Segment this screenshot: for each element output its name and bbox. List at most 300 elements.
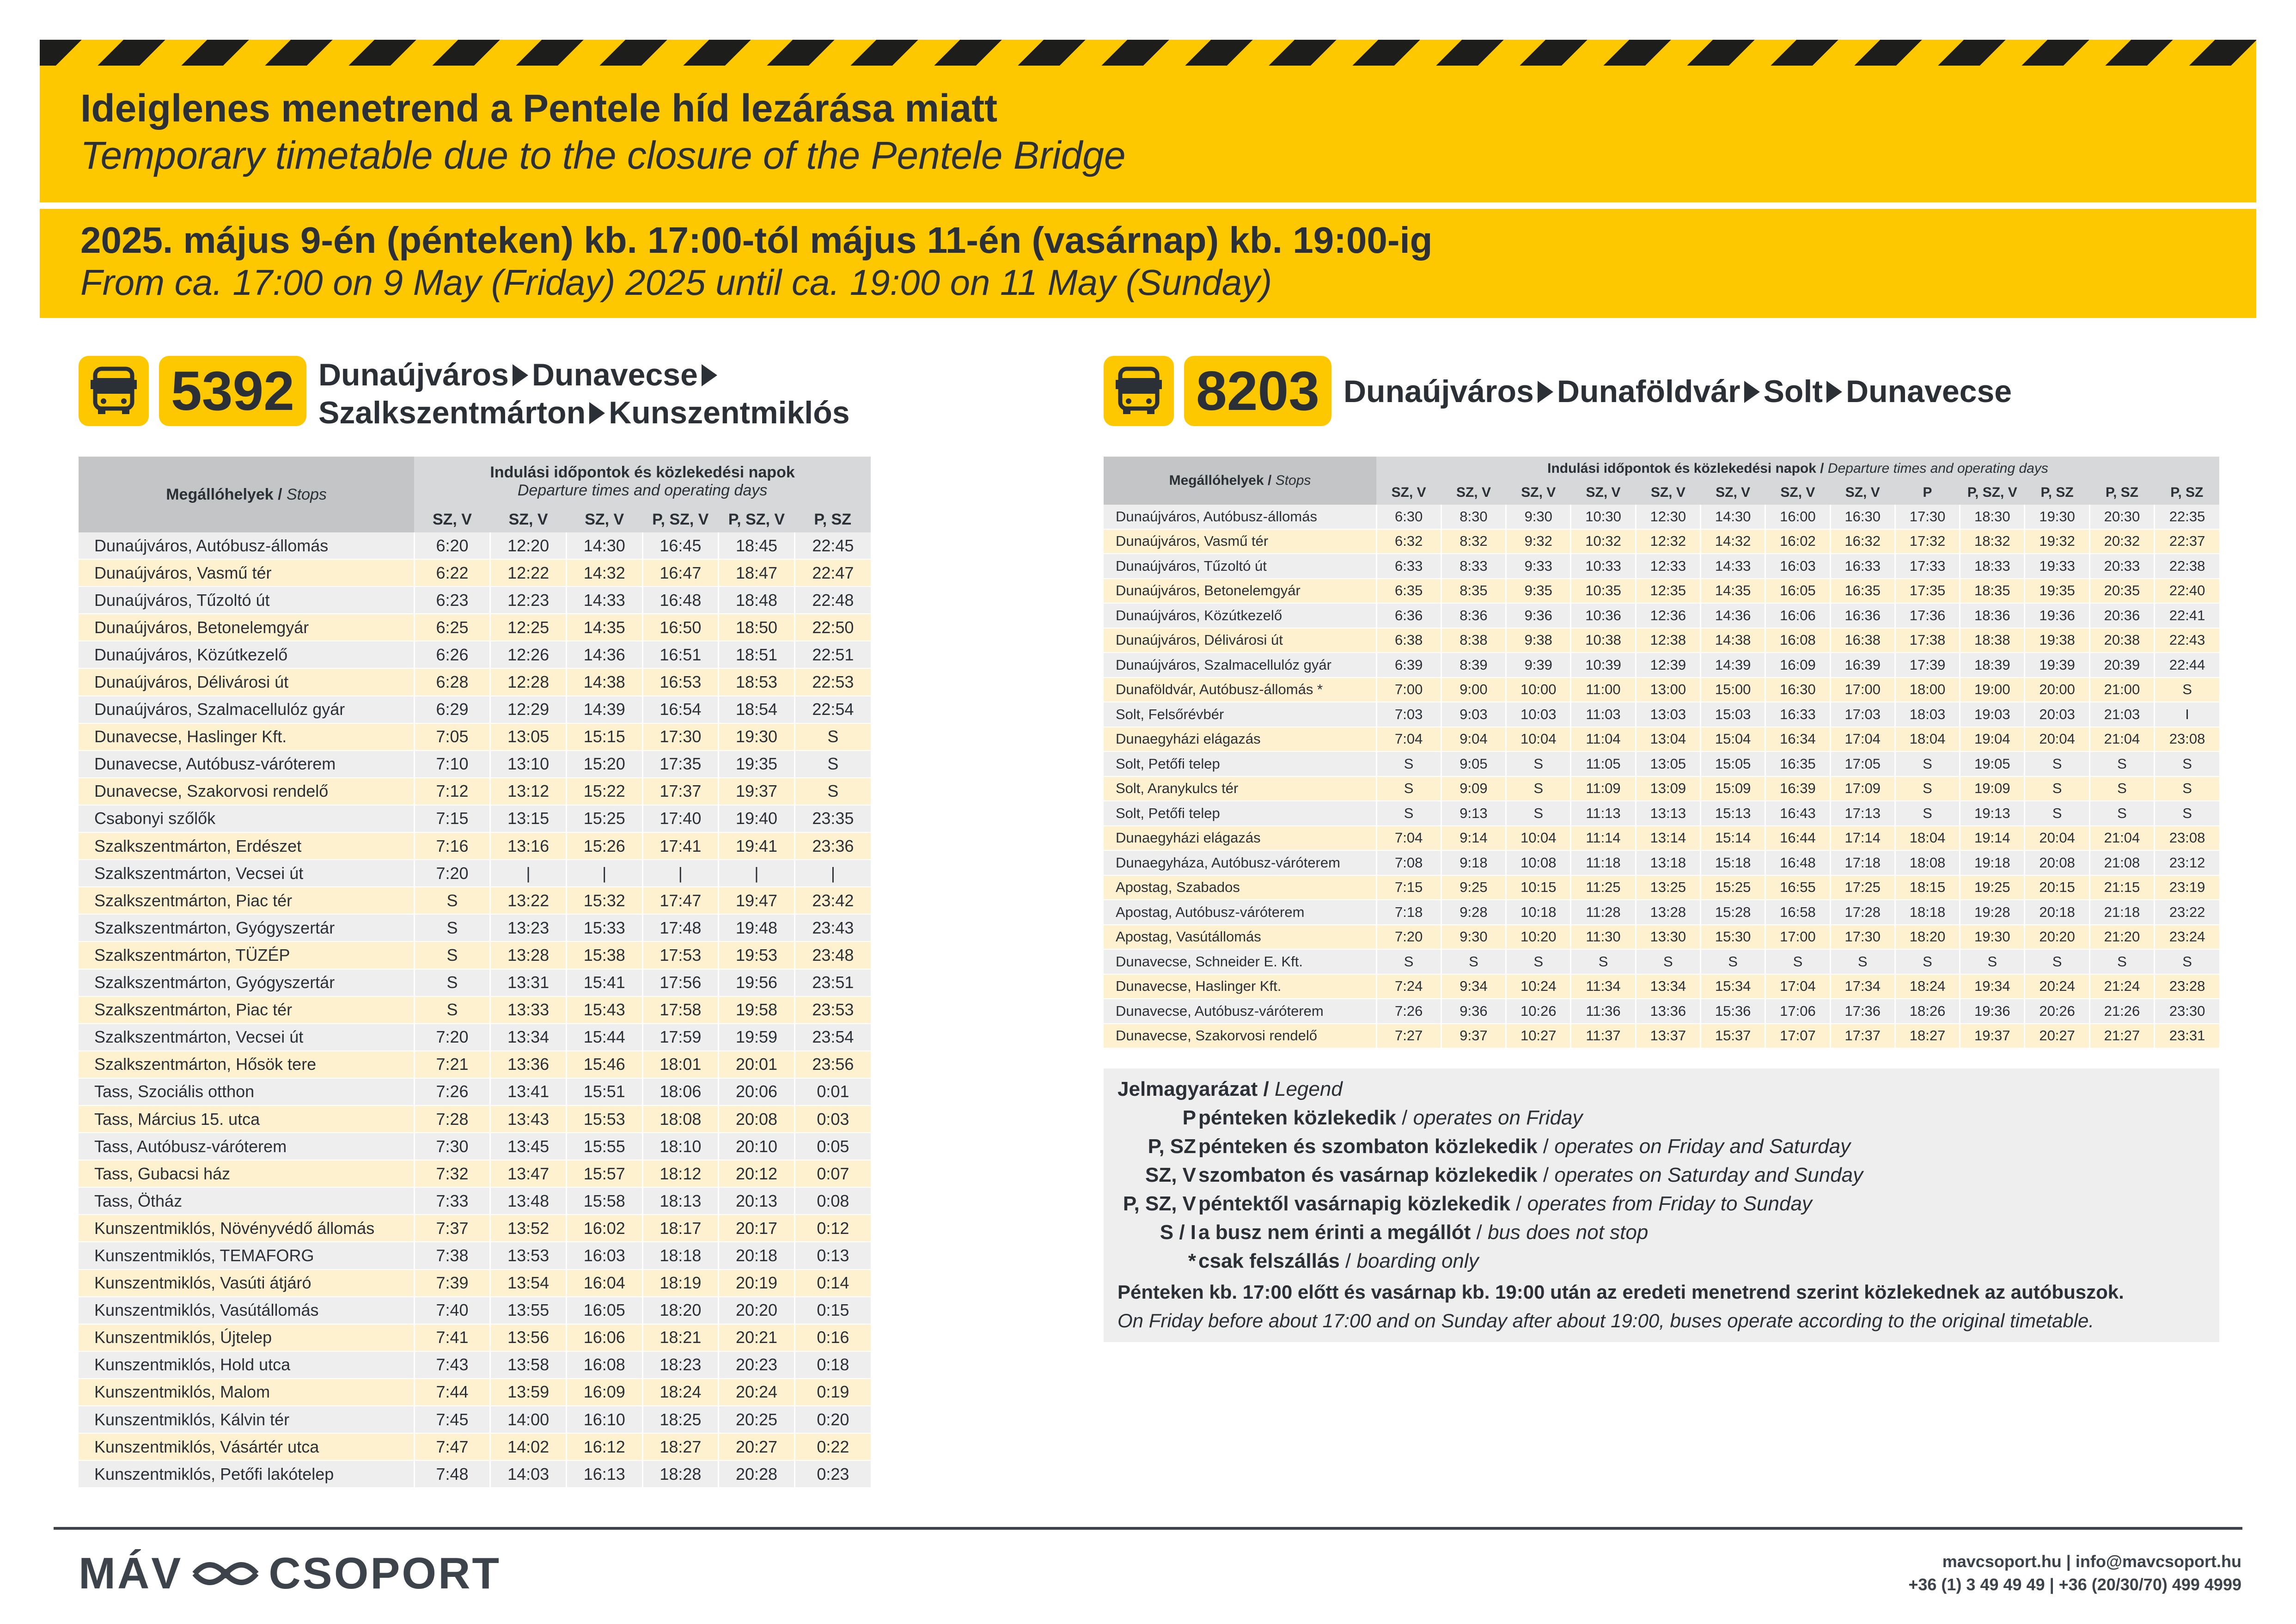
departure-time: 18:19 (642, 1270, 719, 1297)
departure-time: 10:15 (1506, 875, 1571, 900)
departure-time: 19:37 (719, 778, 795, 805)
stop-name: Szalkszentmárton, Gyógyszertár (79, 914, 414, 941)
departure-time: 9:18 (1441, 850, 1506, 875)
departure-time: 20:19 (719, 1270, 795, 1297)
departure-time: 18:18 (642, 1242, 719, 1269)
table-row (1104, 900, 2219, 925)
operating-days-header: SZ, V (1700, 481, 1765, 505)
departure-time: 18:12 (642, 1160, 719, 1187)
stop-name: Szalkszentmárton, TÜZÉP (79, 941, 414, 969)
operating-days-header: SZ, V (1636, 481, 1700, 505)
table-row (1104, 554, 2219, 579)
operating-days-header: P, SZ, V (642, 507, 719, 532)
departure-time: 18:21 (642, 1324, 719, 1351)
departure-time: 7:18 (1376, 900, 1441, 925)
departure-time: 20:25 (719, 1406, 795, 1433)
departure-time: 20:36 (2089, 603, 2154, 628)
table-row (79, 1379, 871, 1406)
stop-name: Dunaegyházi elágazás (1104, 727, 1376, 752)
stop-name: Dunavecse, Haslinger Kft. (1104, 974, 1376, 999)
stop-name: Dunaegyháza, Autóbusz-váróterem (1104, 850, 1376, 875)
table-row (79, 1133, 871, 1160)
departure-time: 18:04 (1895, 826, 1960, 851)
departure-time: 10:35 (1571, 579, 1636, 604)
operating-days-header: SZ, V (1506, 481, 1571, 505)
departure-time: 9:30 (1441, 925, 1506, 950)
operating-days-header: SZ, V (1441, 481, 1506, 505)
departure-time: 20:04 (2025, 826, 2089, 851)
departure-time: 19:13 (1960, 801, 2025, 826)
departure-time: 13:03 (1636, 702, 1700, 727)
departure-time: 11:09 (1571, 776, 1636, 801)
departure-time: 14:38 (566, 668, 642, 696)
departure-time: 22:44 (2155, 653, 2219, 678)
table-row (79, 914, 871, 941)
departure-time: S (1895, 776, 1960, 801)
departure-time: 14:30 (566, 532, 642, 559)
route-stop-name: Dunaújváros (1343, 374, 1534, 409)
contact-web-email[interactable]: mavcsoport.hu | info@mavcsoport.hu (1942, 1552, 2241, 1571)
departure-time: 16:54 (642, 696, 719, 723)
departure-time: 20:27 (2025, 1024, 2089, 1049)
departure-time: S (1700, 949, 1765, 974)
departure-time: 20:26 (2025, 999, 2089, 1024)
departure-time: 18:04 (1895, 727, 1960, 752)
table-row (1104, 678, 2219, 702)
departure-time: 17:56 (642, 969, 719, 996)
table-row (79, 1160, 871, 1187)
departure-time: 18:08 (1895, 850, 1960, 875)
contact-phone[interactable]: +36 (1) 3 49 49 49 | +36 (20/30/70) 499 4999 (1908, 1575, 2241, 1594)
departure-time: 19:05 (1960, 751, 2025, 776)
stop-name: Tass, Gubacsi ház (79, 1160, 414, 1187)
departure-time: 17:47 (642, 887, 719, 914)
operating-days-header: SZ, V (414, 507, 490, 532)
departure-time: 18:24 (642, 1379, 719, 1406)
stop-name: Dunaújváros, Szalmacellulóz gyár (1104, 653, 1376, 678)
departure-time: 19:36 (2025, 603, 2089, 628)
departure-time: 17:36 (1830, 999, 1895, 1024)
departure-time: 17:35 (642, 751, 719, 778)
legend-description: szombaton és vasárnap közlekedik / operates on Saturday and Sunday (1198, 1164, 1863, 1186)
departure-time: 20:24 (719, 1379, 795, 1406)
stop-name: Dunaújváros, Közútkezelő (79, 641, 414, 668)
departure-time: 0:08 (794, 1187, 871, 1215)
departure-time: 11:25 (1571, 875, 1636, 900)
departure-time: S (1571, 949, 1636, 974)
departure-time: 16:30 (1765, 678, 1830, 702)
departure-time: 17:58 (642, 996, 719, 1024)
departure-time: 18:30 (1960, 505, 2025, 529)
departure-time: 21:03 (2089, 702, 2154, 727)
stop-name: Dunaújváros, Autóbusz-állomás (79, 532, 414, 559)
departure-time: 12:33 (1636, 554, 1700, 579)
departure-time: 9:13 (1441, 801, 1506, 826)
departure-time: 17:38 (1895, 628, 1960, 653)
route-8203-header (1104, 356, 2012, 426)
departure-time: 13:52 (490, 1215, 567, 1242)
departure-time: 9:03 (1441, 702, 1506, 727)
operating-days-header: P, SZ, V (1960, 481, 2025, 505)
departure-time: 17:04 (1830, 727, 1895, 752)
departure-time: 23:51 (794, 969, 871, 996)
bus-icon (79, 356, 149, 426)
departure-time: 17:07 (1765, 1024, 1830, 1049)
departure-time: | (719, 860, 795, 887)
departure-time: 11:30 (1571, 925, 1636, 950)
table-row (79, 586, 871, 614)
legend-item (1104, 1221, 2219, 1250)
departure-time: 20:13 (719, 1187, 795, 1215)
departure-time: 10:18 (1506, 900, 1571, 925)
departure-time: 10:04 (1506, 826, 1571, 851)
departure-time: 18:26 (1895, 999, 1960, 1024)
departure-time: 6:36 (1376, 603, 1441, 628)
table-row (79, 805, 871, 832)
departure-time: 18:38 (1960, 628, 2025, 653)
departure-time: 14:36 (1700, 603, 1765, 628)
departure-time: 16:33 (1765, 702, 1830, 727)
departure-time: 12:32 (1636, 529, 1700, 554)
departure-time: 14:35 (1700, 579, 1765, 604)
departure-time: 7:15 (414, 805, 490, 832)
departure-time: 18:36 (1960, 603, 2025, 628)
departure-time: 9:39 (1506, 653, 1571, 678)
departure-time: 8:30 (1441, 505, 1506, 529)
departure-time: 18:18 (1895, 900, 1960, 925)
departure-time: S (2025, 776, 2089, 801)
departure-time: 16:35 (1765, 751, 1830, 776)
arrow-right-icon (1744, 381, 1760, 403)
departure-time: 7:40 (414, 1297, 490, 1324)
departure-time: 7:08 (1376, 850, 1441, 875)
contact-info (1908, 1550, 2241, 1596)
stop-name: Csabonyi szőlők (79, 805, 414, 832)
departure-time: | (794, 860, 871, 887)
departure-time: 17:40 (642, 805, 719, 832)
legend-box (1104, 1068, 2219, 1342)
departure-time: 23:36 (794, 832, 871, 860)
departure-time: 14:33 (1700, 554, 1765, 579)
logo-text-left: MÁV (79, 1549, 183, 1598)
departure-time: 8:39 (1441, 653, 1506, 678)
departure-time: 18:10 (642, 1133, 719, 1160)
departure-time: 13:36 (1636, 999, 1700, 1024)
departure-time: 13:28 (1636, 900, 1700, 925)
route-stop-name: Szalkszentmárton (318, 395, 586, 430)
stop-name: Kunszentmiklós, Újtelep (79, 1324, 414, 1351)
operating-days-header: P (1895, 481, 1960, 505)
departure-time: 15:38 (566, 941, 642, 969)
departure-time: 23:19 (2155, 875, 2219, 900)
departure-time: 10:04 (1506, 727, 1571, 752)
departure-time: 19:35 (2025, 579, 2089, 604)
departure-time: 9:00 (1441, 678, 1506, 702)
departure-time: 18:24 (1895, 974, 1960, 999)
stop-name: Szalkszentmárton, Gyógyszertár (79, 969, 414, 996)
departure-time: 13:23 (490, 914, 567, 941)
departure-time: S (1895, 801, 1960, 826)
departure-time: 19:18 (1960, 850, 2025, 875)
departure-time: 23:31 (2155, 1024, 2219, 1049)
departure-time: 7:12 (414, 778, 490, 805)
departure-time: 12:25 (490, 614, 567, 641)
departure-time: 16:00 (1765, 505, 1830, 529)
departure-time: 10:20 (1506, 925, 1571, 950)
page-title-english: Temporary timetable due to the closure of the Pentele Bridge (80, 134, 1126, 177)
departure-time: S (2089, 801, 2154, 826)
operating-days-header: SZ, V (566, 507, 642, 532)
departure-time: 6:23 (414, 586, 490, 614)
departure-time: 19:35 (719, 751, 795, 778)
departure-time: 16:13 (566, 1460, 642, 1488)
departure-time: 16:32 (1830, 529, 1895, 554)
departure-time: 20:23 (719, 1351, 795, 1379)
departure-time: 17:14 (1830, 826, 1895, 851)
departure-time: 0:23 (794, 1460, 871, 1488)
departure-time: 14:00 (490, 1406, 567, 1433)
departure-time: S (414, 969, 490, 996)
departure-time: 17:30 (1830, 925, 1895, 950)
stop-name: Kunszentmiklós, Kálvin tér (79, 1406, 414, 1433)
departure-time: 0:07 (794, 1160, 871, 1187)
stop-name: Kunszentmiklós, Vasúti átjáró (79, 1270, 414, 1297)
departure-time: 23:28 (2155, 974, 2219, 999)
departure-time: 15:15 (566, 723, 642, 751)
stop-name: Szalkszentmárton, Vecsei út (79, 860, 414, 887)
departure-time: 19:34 (1960, 974, 2025, 999)
departure-time: 15:46 (566, 1051, 642, 1078)
departure-time: 15:18 (1700, 850, 1765, 875)
arrow-right-icon (702, 364, 717, 386)
stop-name: Kunszentmiklós, Hold utca (79, 1351, 414, 1379)
legend-code: S / I (1160, 1221, 1196, 1244)
legend-item (1104, 1250, 2219, 1278)
departure-time: S (2155, 949, 2219, 974)
departure-time: S (2089, 949, 2154, 974)
stop-name: Dunaújváros, Autóbusz-állomás (1104, 505, 1376, 529)
departure-time: 13:56 (490, 1324, 567, 1351)
departure-time: 13:18 (1636, 850, 1700, 875)
departure-time: 16:08 (566, 1351, 642, 1379)
departure-time: 11:28 (1571, 900, 1636, 925)
departure-time: 10:00 (1506, 678, 1571, 702)
departure-time: S (414, 941, 490, 969)
departure-time: 17:59 (642, 1024, 719, 1051)
table-row (79, 641, 871, 668)
departure-time: 15:22 (566, 778, 642, 805)
departure-time: S (1506, 949, 1571, 974)
operating-days-header: P, SZ (794, 507, 871, 532)
stops-column-header: Megállóhelyek / Stops (1104, 457, 1376, 505)
departure-time: 16:12 (566, 1433, 642, 1460)
departure-time: 19:59 (719, 1024, 795, 1051)
departure-time: 7:26 (414, 1078, 490, 1105)
table-row (79, 751, 871, 778)
departure-time: 7:24 (1376, 974, 1441, 999)
departure-time: 7:16 (414, 832, 490, 860)
departure-time: 7:33 (414, 1187, 490, 1215)
departure-time: 13:59 (490, 1379, 567, 1406)
departure-time: 18:15 (1895, 875, 1960, 900)
departure-time: 14:03 (490, 1460, 567, 1488)
departure-time: 20:04 (2025, 727, 2089, 752)
departure-time: 16:39 (1765, 776, 1830, 801)
departure-time: 0:20 (794, 1406, 871, 1433)
departure-time: 15:37 (1700, 1024, 1765, 1049)
departure-time: 13:37 (1636, 1024, 1700, 1049)
table-row (79, 1242, 871, 1269)
title-banner (40, 66, 2256, 202)
departure-time: 17:25 (1830, 875, 1895, 900)
departure-time: 20:00 (2025, 678, 2089, 702)
legend-item (1104, 1192, 2219, 1221)
departure-time: 15:25 (566, 805, 642, 832)
table-row (79, 1078, 871, 1105)
stop-name: Dunaegyházi elágazás (1104, 826, 1376, 851)
departure-time: 13:54 (490, 1270, 567, 1297)
stop-name: Dunavecse, Autóbusz-váróterem (79, 751, 414, 778)
table-row (79, 1460, 871, 1488)
departure-time: 16:34 (1765, 727, 1830, 752)
departure-time: 9:05 (1441, 751, 1506, 776)
departure-time: 19:33 (2025, 554, 2089, 579)
table-row (79, 969, 871, 996)
departure-time: 12:38 (1636, 628, 1700, 653)
table-row (1104, 1024, 2219, 1049)
table-row (79, 1051, 871, 1078)
stop-name: Szalkszentmárton, Hősök tere (79, 1051, 414, 1078)
departure-time: S (414, 996, 490, 1024)
legend-description: péntektől vasárnapig közlekedik / operates from Friday to Sunday (1198, 1192, 1812, 1215)
departure-time: 18:20 (642, 1297, 719, 1324)
departure-time: 18:50 (719, 614, 795, 641)
departure-time: 22:48 (794, 586, 871, 614)
departure-time: 17:09 (1830, 776, 1895, 801)
departure-time: 21:04 (2089, 826, 2154, 851)
departure-time: 7:32 (414, 1160, 490, 1187)
departure-time: 18:06 (642, 1078, 719, 1105)
departure-time: 7:20 (414, 1024, 490, 1051)
stop-name: Dunavecse, Autóbusz-váróterem (1104, 999, 1376, 1024)
departure-time: 13:41 (490, 1078, 567, 1105)
departure-time: 12:36 (1636, 603, 1700, 628)
departure-time: 7:30 (414, 1133, 490, 1160)
operating-days-header: P, SZ (2025, 481, 2089, 505)
departure-time: 17:53 (642, 941, 719, 969)
departure-time: 0:01 (794, 1078, 871, 1105)
departure-time: | (490, 860, 567, 887)
departure-time: 11:00 (1571, 678, 1636, 702)
departure-time: 7:03 (1376, 702, 1441, 727)
departure-time: 23:43 (794, 914, 871, 941)
departure-time: 13:22 (490, 887, 567, 914)
departure-time: 20:18 (2025, 900, 2089, 925)
departure-time: 16:53 (642, 668, 719, 696)
departure-time: 0:13 (794, 1242, 871, 1269)
departure-time: 17:03 (1830, 702, 1895, 727)
departure-time: 17:34 (1830, 974, 1895, 999)
departure-time: 6:20 (414, 532, 490, 559)
departure-time: 16:04 (566, 1270, 642, 1297)
departure-time: 10:33 (1571, 554, 1636, 579)
departure-time: 13:58 (490, 1351, 567, 1379)
departure-time: 16:38 (1830, 628, 1895, 653)
table-row (79, 614, 871, 641)
departure-time: 14:39 (566, 696, 642, 723)
legend-note-english: On Friday before about 17:00 and on Sunday after about 19:00, buses operate according to the original timetable. (1117, 1310, 2094, 1331)
departure-time: S (794, 723, 871, 751)
departure-time: 22:43 (2155, 628, 2219, 653)
table-row (1104, 949, 2219, 974)
departure-time: 7:20 (414, 860, 490, 887)
departure-time: 13:48 (490, 1187, 567, 1215)
departure-time: 15:30 (1700, 925, 1765, 950)
stop-name: Kunszentmiklós, Növényvédő állomás (79, 1215, 414, 1242)
bus-icon (1104, 356, 1174, 426)
departure-time: 19:30 (719, 723, 795, 751)
departure-time: S (2025, 751, 2089, 776)
departure-time: S (1506, 801, 1571, 826)
departure-time: 19:32 (2025, 529, 2089, 554)
departure-time: 16:51 (642, 641, 719, 668)
table-row (1104, 529, 2219, 554)
stop-name: Solt, Aranykulcs tér (1104, 776, 1376, 801)
departure-time: 18:20 (1895, 925, 1960, 950)
departure-time: 0:15 (794, 1297, 871, 1324)
stop-name: Tass, Ötház (79, 1187, 414, 1215)
departure-time: 21:24 (2089, 974, 2154, 999)
departure-time: 11:36 (1571, 999, 1636, 1024)
departure-time: 16:36 (1830, 603, 1895, 628)
stop-name: Solt, Felsőrévbér (1104, 702, 1376, 727)
departure-time: 13:34 (490, 1024, 567, 1051)
departure-time: 13:05 (1636, 751, 1700, 776)
departure-time: 9:36 (1506, 603, 1571, 628)
departure-time: 18:54 (719, 696, 795, 723)
departure-time: 23:53 (794, 996, 871, 1024)
departure-time: 7:37 (414, 1215, 490, 1242)
departure-time: 12:23 (490, 586, 567, 614)
departure-time: 13:33 (490, 996, 567, 1024)
departure-time: 7:45 (414, 1406, 490, 1433)
departure-time: 19:56 (719, 969, 795, 996)
departure-time: 14:02 (490, 1433, 567, 1460)
departure-time: 16:35 (1830, 579, 1895, 604)
table-row (79, 1324, 871, 1351)
departure-time: 17:39 (1895, 653, 1960, 678)
stop-name: Dunaújváros, Szalmacellulóz gyár (79, 696, 414, 723)
departure-time: 23:30 (2155, 999, 2219, 1024)
departure-time: 17:41 (642, 832, 719, 860)
departure-time: 23:12 (2155, 850, 2219, 875)
route-stop-name: Solt (1763, 374, 1823, 409)
legend-description: pénteken és szombaton közlekedik / operates on Friday and Saturday (1198, 1135, 1851, 1158)
departure-time: 17:37 (642, 778, 719, 805)
departure-time: 7:20 (1376, 925, 1441, 950)
departure-time: 10:38 (1571, 628, 1636, 653)
departure-time: 20:12 (719, 1160, 795, 1187)
stop-name: Kunszentmiklós, Vasútállomás (79, 1297, 414, 1324)
departure-time: 16:33 (1830, 554, 1895, 579)
departure-time: 16:09 (1765, 653, 1830, 678)
arrow-right-icon (589, 402, 605, 424)
operating-days-header: SZ, V (1571, 481, 1636, 505)
departure-time: 16:08 (1765, 628, 1830, 653)
departure-time: S (2089, 751, 2154, 776)
legend-item (1104, 1164, 2219, 1192)
departure-time: 7:26 (1376, 999, 1441, 1024)
